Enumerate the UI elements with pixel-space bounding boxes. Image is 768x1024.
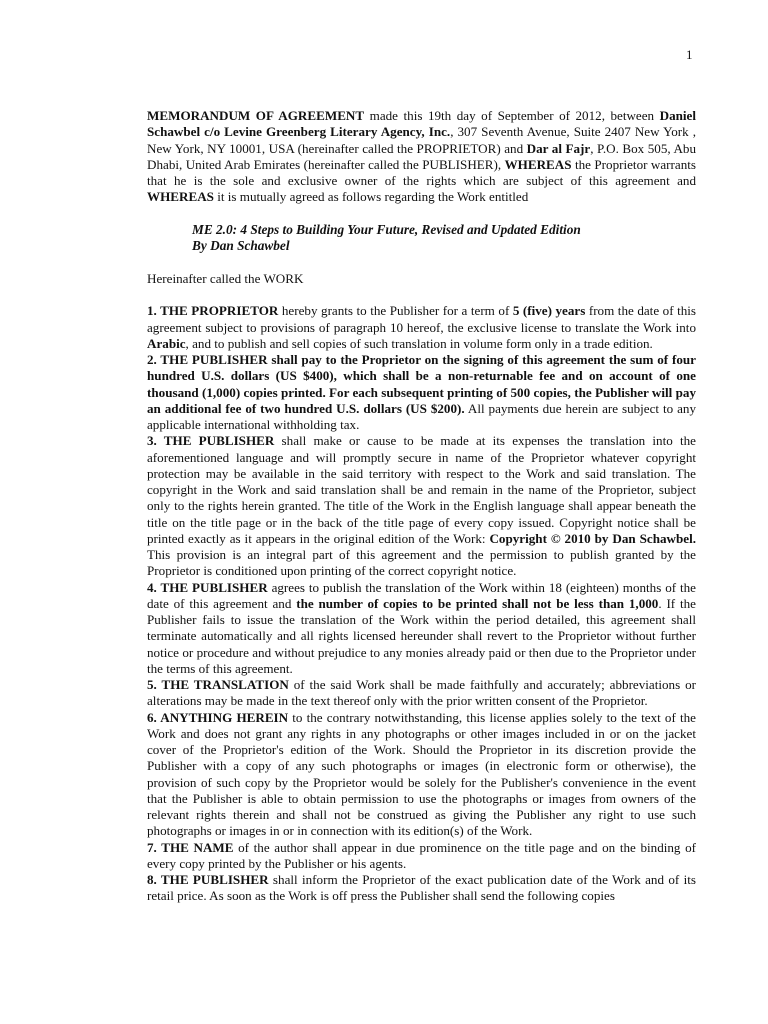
work-title: ME 2.0: 4 Steps to Building Your Future, Revised and Updated Edition: [192, 221, 581, 237]
clause-3: [147, 433, 696, 579]
intro-text-2: , 307 Seventh Avenue, Suite 2407 New York , New York, NY 10001, USA (hereinafter called the PROPRIETOR) and: [147, 124, 696, 156]
clause-2-text-1: All payments due herein are subject to any applicable international withholding tax.: [147, 400, 696, 432]
intro-text-5: it is mutually agreed as follows regarding the Work entitled: [213, 189, 529, 205]
clause-5-text-1: of the said Work shall be made faithfully and accurately; abbreviations or alterations may be made in the text thereof only with the prior written consent of the Proprietor.: [147, 677, 697, 709]
clause-1-number: 1.: [147, 303, 157, 319]
clause-1-text-3: , and to publish and sell copies of such translation in volume form only in a trade edition.: [185, 335, 653, 351]
intro-paragraph: [147, 108, 696, 206]
clause-1-text-1: hereby grants to the Publisher for a term of: [278, 303, 513, 319]
clause-3-text-1: shall make or cause to be made at its expenses the translation into the aforementioned language and will promptly secure in name of the Proprietor whatever copyright protection may be available in the said territory with respect to the Work and said translation. The copyright in the Work and said translation shall be and remain in the name of the Proprietor, subject only to the rights herein granted. The title of the Work in the English language shall appear beneath the title on the title page or in the back of the title page of every copy issued. Copyright notice shall be printed exactly as it appears in the original edition of the Work:: [147, 433, 696, 546]
clause-3-number: 3.: [147, 433, 157, 449]
intro-text-3: , P.O. Box 505, Abu Dhabi, United Arab Emirates (hereinafter called the PUBLISHER),: [147, 140, 697, 172]
work-title-block: [147, 222, 696, 255]
clause-1-term: 5 (five) years: [512, 303, 586, 319]
page-number: 1: [686, 47, 693, 62]
clause-7: [147, 840, 696, 873]
agreement-body: [147, 108, 696, 905]
clause-8: [147, 872, 696, 905]
clause-7-text-1: of the author shall appear in due prominence on the title page and on the binding of every copy printed by the Publisher or his agents.: [147, 839, 696, 871]
intro-text-1: made this 19th day of September of 2012, between: [364, 108, 660, 123]
clause-5: [147, 677, 696, 710]
proprietor-name: Daniel Schawbel c/o Levine Greenberg Literary Agency, Inc.: [147, 108, 696, 140]
clause-4-text-1: agrees to publish the translation of the Work within 18 (eighteen) months of the date of this agreement and: [147, 579, 696, 611]
clause-5-lead: THE TRANSLATION: [156, 677, 289, 692]
clause-4: [147, 580, 696, 678]
memo-heading: MEMORANDUM OF AGREEMENT: [147, 108, 365, 123]
clause-4-text-2: . If the Publisher fails to issue the translation of the Work within the period detailed, this agreement shall terminate automatically and all rights licensed hereunder shall revert to the Proprietor without further notice or procedure and without prejudice to any monies already paid or then due to the Proprietor under the terms of this agreement.: [147, 595, 696, 676]
clause-2: [147, 352, 696, 433]
whereas-2: WHEREAS: [147, 189, 214, 205]
clause-2-number: 2.: [147, 352, 157, 367]
clause-7-lead: THE NAME: [156, 839, 234, 855]
clause-1-language: Arabic: [147, 335, 186, 351]
clause-8-number: 8.: [147, 872, 157, 887]
clause-6-number: 6.: [147, 709, 157, 725]
clause-5-number: 5.: [147, 677, 157, 692]
hereinafter-line: Hereinafter called the WORK: [147, 271, 304, 286]
clause-3-text-2: This provision is an integral part of this agreement and the permission to publish granted by the Proprietor is conditioned upon printing of the correct copyright notice.: [147, 547, 696, 579]
clause-3-copyright: Copyright © 2010 by Dan Schawbel.: [489, 530, 696, 546]
clause-8-text-1: shall inform the Proprietor of the exact publication date of the Work and of its retail price. As soon as the Work is off press the Publisher shall send the following copies: [147, 872, 696, 904]
whereas-1: WHEREAS: [504, 156, 572, 172]
work-author: By Dan Schawbel: [192, 237, 290, 253]
clause-1-text-2: from the date of this agreement subject to provisions of paragraph 10 hereof, the exclusive license to translate the Work into: [147, 303, 696, 335]
clause-1: [147, 303, 696, 352]
clause-4-bold-mid: the number of copies to be printed shall not be less than 1,000: [296, 595, 659, 611]
clause-7-number: 7.: [147, 839, 157, 855]
clause-6-text-1: to the contrary notwithstanding, this license applies solely to the text of the Work and does not grant any rights in any photographs or other images included in or on the jacket cover of the Proprietor's edition of the Work. Should the Proprietor in its discretion provide the Publisher with a copy of any such photographs or images (in electronic form or otherwise), the provision of such copy by the Proprietor would be solely for the Publisher's convenience in the event that the Publisher is able to obtain permission to use the photographs or images from owners of the relevant rights therein and shall not be construed as giving the Publisher any right to use such photographs or images in or in connection with its edition(s) of the Work.: [147, 709, 696, 839]
clause-3-lead: THE PUBLISHER: [156, 433, 275, 449]
clause-4-lead: THE PUBLISHER: [156, 579, 268, 595]
intro-text-4: the Proprietor warrants that he is the sole and exclusive owner of the rights which are subject of this agreement and: [147, 156, 696, 188]
clause-1-lead: THE PROPRIETOR: [156, 303, 279, 319]
clause-6-lead: ANYTHING HEREIN: [156, 709, 289, 725]
publisher-name: Dar al Fajr: [526, 140, 591, 156]
clause-2-bold-text: THE PUBLISHER shall pay to the Proprietor on the signing of this agreement the sum of four hundred U.S. dollars (US $400), which shall be a non-returnable fee and on account of one thousand (1,000) copies printed. For each subsequent printing of 500 copies, the Publisher will pay an additional fee of two hundred U.S. dollars (US $200).: [147, 352, 696, 416]
clause-8-lead: THE PUBLISHER: [156, 872, 269, 887]
clause-4-number: 4.: [147, 579, 157, 595]
clause-6: [147, 710, 696, 840]
